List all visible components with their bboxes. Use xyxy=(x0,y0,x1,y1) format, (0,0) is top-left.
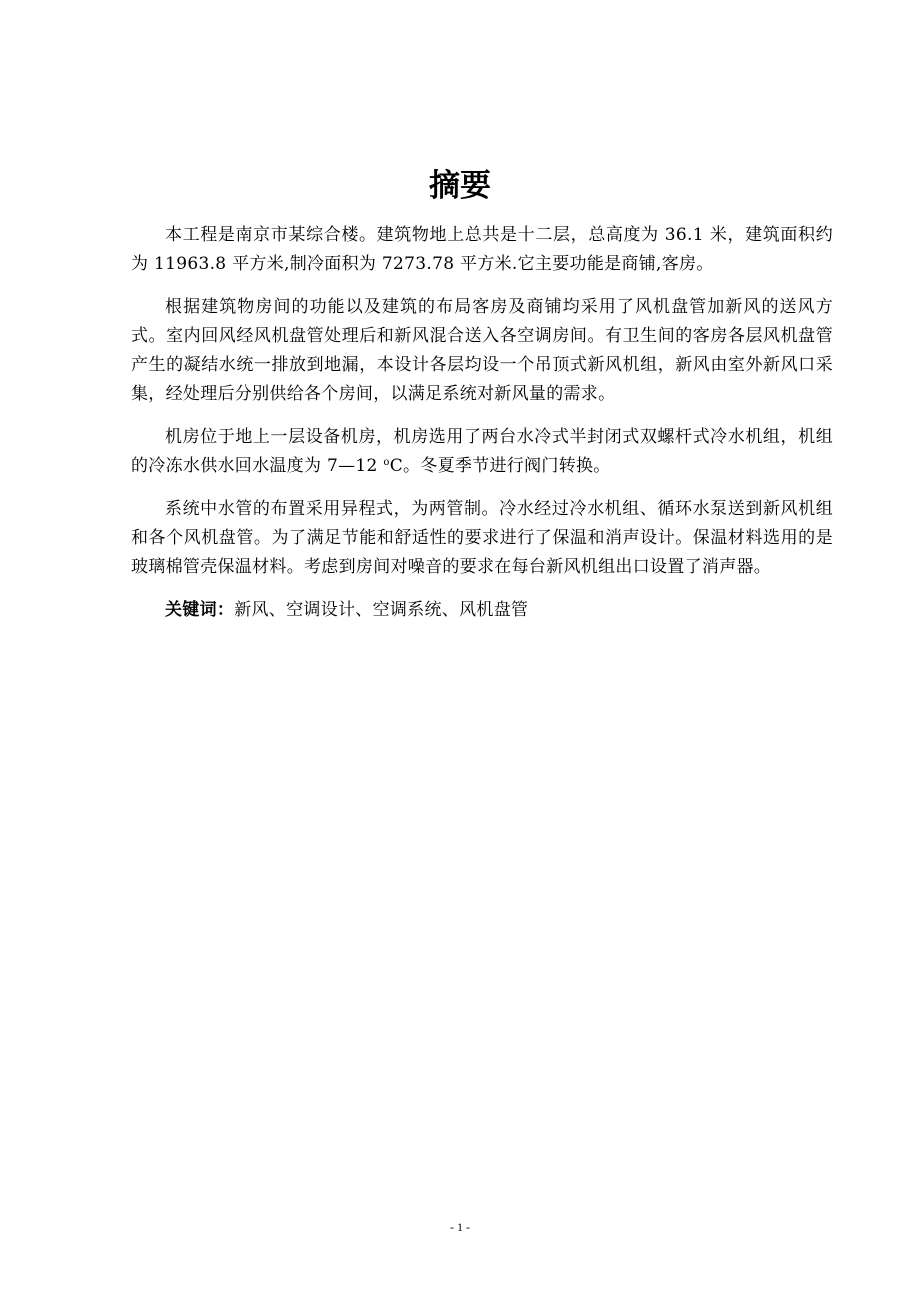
keywords-label: 关键词： xyxy=(165,600,235,620)
paragraph-air-system: 根据建筑物房间的功能以及建筑的布局客房及商铺均采用了风机盘管加新风的送风方式。室内回风经风机盘管处理后和新风混合送入各空调房间。有卫生间的客房各层风机盘管产生的凝结水统一排放到地漏，本设计各层均设一个吊顶式新风机组，新风由室外新风口采集，经处理后分别供给各个房间，以满足系统对新风量的需求。 xyxy=(131,297,833,404)
abstract-body xyxy=(131,221,833,625)
machine-room-text-end: C。冬夏季节进行阀门转换。 xyxy=(389,456,611,476)
degree-superscript: o xyxy=(383,457,390,468)
page-number: - 1 - xyxy=(450,1220,470,1234)
keywords-line xyxy=(131,596,833,625)
page-title: 摘要 xyxy=(429,168,491,204)
paragraph-machine-room xyxy=(131,423,833,481)
machine-room-text: 机房位于地上一层设备机房，机房选用了两台水冷式半封闭式双螺杆式冷水机组，机组的冷冻水供水回水温度为 7—12 xyxy=(131,427,833,476)
paragraph-project-overview: 本工程是南京市某综合楼。建筑物地上总共是十二层，总高度为 36.1 米，建筑面积约为 11963.8 平方米,制冷面积为 7273.78 平方米.它主要功能是商铺,客房。 xyxy=(131,225,833,274)
paragraph-water-system: 系统中水管的布置采用异程式，为两管制。冷水经过冷水机组、循环水泵送到新风机组和各个风机盘管。为了满足节能和舒适性的要求进行了保温和消声设计。保温材料选用的是玻璃棉管壳保温材料。考虑到房间对噪音的要求在每台新风机组出口设置了消声器。 xyxy=(131,499,833,577)
keywords-value: 新风、空调设计、空调系统、风机盘管 xyxy=(234,600,529,620)
